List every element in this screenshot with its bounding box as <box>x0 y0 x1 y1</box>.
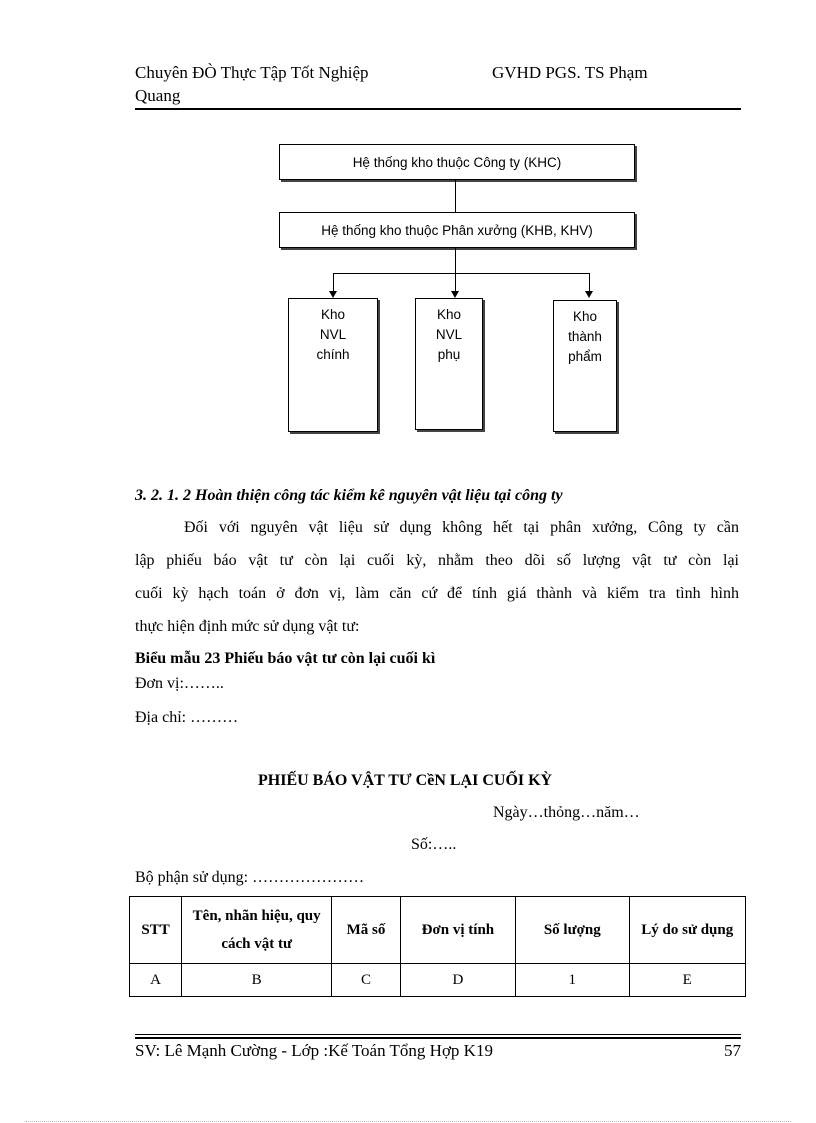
form-department: Bộ phận sử dụng: ………………… <box>135 869 365 886</box>
paragraph-line: lập phiếu báo vật tư còn lại cuối kỳ, nhằm theo dõi số lượng vật tư còn lại <box>135 552 739 569</box>
leaf-line: Kho <box>572 309 598 324</box>
leaf-line: phụ <box>437 347 461 362</box>
table-cell: D <box>400 964 515 997</box>
paragraph-line: thực hiện định mức sử dụng vật tư: <box>135 618 360 635</box>
col-stt: STT <box>130 897 182 964</box>
sub-material-warehouse-box <box>415 298 483 430</box>
footer-student: SV: Lê Mạnh Cường - Lớp :Kế Toán Tổng Hợp K19 <box>135 1041 493 1060</box>
section-heading: 3. 2. 1. 2 Hoàn thiện công tác kiểm kê nguyên vật liệu tại công ty <box>135 487 563 504</box>
workshop-warehouse-label: Hệ thống kho thuộc Phân xưởng (KHB, KHV) <box>321 222 593 238</box>
main-material-warehouse-box <box>288 298 378 432</box>
connector-line <box>333 273 589 274</box>
col-code: Mã số <box>332 897 400 964</box>
table-cell: 1 <box>516 964 629 997</box>
form-title: PHIẾU BÁO VẬT TƯ CềN LẠI CUỐI KỲ <box>258 772 553 789</box>
arrow-head <box>585 291 593 298</box>
footer-rule <box>135 1037 741 1039</box>
connector-line <box>589 273 590 291</box>
form-address: Địa chỉ: ……… <box>135 709 239 726</box>
col-quantity: Số lượng <box>516 897 629 964</box>
leaf-line: Kho <box>320 307 346 322</box>
table-row <box>130 964 746 997</box>
connector-line <box>455 248 456 273</box>
header-continued: Quang <box>135 86 181 105</box>
paragraph-line: cuối kỳ hạch toán ở đơn vị, làm căn cứ để tính giá thành và kiểm tra tình hình <box>135 585 739 602</box>
leaf-line: thành <box>568 329 602 344</box>
leaf-line: phẩm <box>568 349 602 364</box>
workshop-warehouse-box <box>279 212 635 248</box>
form-date: Ngày…thỏng…năm… <box>493 804 640 821</box>
leaf-line: Kho <box>436 307 462 322</box>
footer-rule <box>135 1034 741 1035</box>
finished-goods-warehouse-box <box>553 300 617 432</box>
footer <box>135 1041 741 1061</box>
leaf-line: chính <box>316 347 350 362</box>
connector-line <box>455 180 456 212</box>
form-number: Số:….. <box>411 836 457 853</box>
col-unit: Đơn vị tính <box>400 897 515 964</box>
company-warehouse-label: Hệ thống kho thuộc Công ty (KHC) <box>352 154 562 170</box>
header-right: GVHD PGS. TS Phạm <box>492 63 648 82</box>
form-caption: Biểu mẫu 23 Phiếu báo vật tư còn lại cuối kì <box>135 650 436 667</box>
table-cell: E <box>629 964 746 997</box>
arrow-head <box>329 291 337 298</box>
company-warehouse-box <box>279 144 635 180</box>
table-cell: A <box>130 964 182 997</box>
header-rule <box>135 108 741 110</box>
connector-line <box>455 273 456 291</box>
connector-line <box>333 273 334 291</box>
paragraph-line: Đối với nguyên vật liệu sử dụng không hết tại phân xưởng, Công ty cần <box>184 519 739 536</box>
material-report-table <box>129 896 746 997</box>
table-header-row <box>130 897 746 964</box>
arrow-head <box>451 291 459 298</box>
col-name-spec: Tên, nhãn hiệu, quy cách vật tư <box>182 897 332 964</box>
table-cell: C <box>332 964 400 997</box>
table-cell: B <box>182 964 332 997</box>
leaf-line: NVL <box>319 327 347 342</box>
form-unit: Đơn vị:…….. <box>135 675 224 692</box>
page-edge-divider <box>25 1121 791 1122</box>
leaf-line: NVL <box>435 327 463 342</box>
page-number: 57 <box>724 1041 741 1060</box>
col-reason: Lý do sử dụng <box>629 897 746 964</box>
header-left: Chuyên ĐÒ Thực Tập Tốt Nghiệp <box>135 63 369 82</box>
